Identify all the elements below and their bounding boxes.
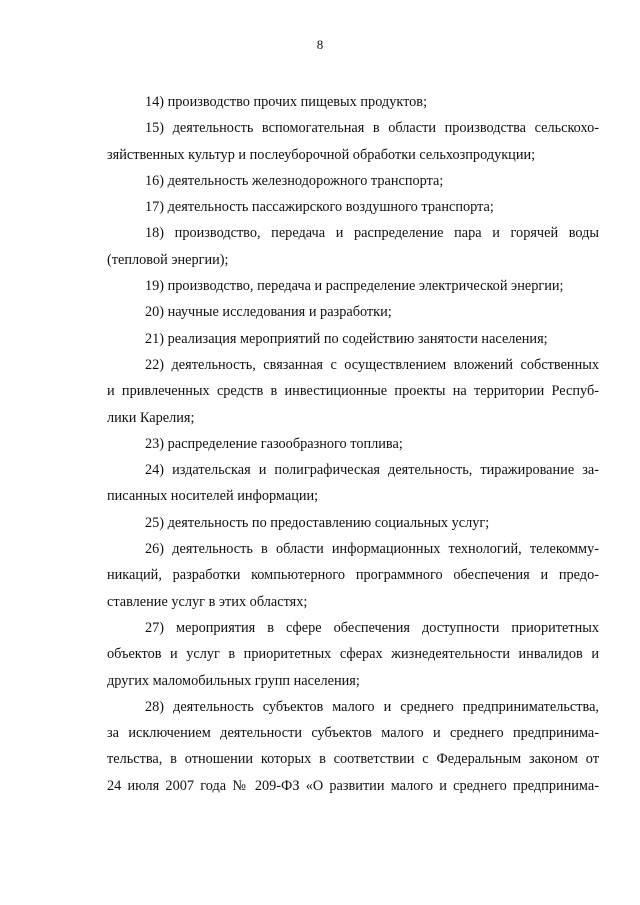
text-line: других маломобильных групп населения; [107, 672, 360, 689]
text-line: 16) деятельность железнодорожного транспорта; [145, 172, 444, 189]
text-line: писанных носителей информации; [107, 488, 319, 505]
text-line: 24 июля 2007 года № 209-ФЗ «О развитии малого и среднего предпринима- [107, 777, 599, 794]
text-line: (тепловой энергии); [107, 251, 229, 268]
text-line: 19) производство, передача и распределение электрической энергии; [145, 278, 564, 295]
text-line: 23) распределение газообразного топлива; [145, 435, 403, 452]
text-line: 21) реализация мероприятий по содействию занятости населения; [145, 330, 548, 347]
list-item [107, 220, 599, 273]
text-line: зяйственных культур и послеуборочной обработки сельхозпродукции; [107, 146, 536, 163]
text-line: тельства, в отношении которых в соответствии с Федеральным законом от [107, 751, 599, 768]
document-body [107, 89, 599, 799]
list-item [107, 431, 599, 457]
list-item [107, 352, 599, 431]
list-item [107, 615, 599, 694]
list-item [107, 457, 599, 510]
text-line: объектов и услуг в приоритетных сферах жизнедеятельности инвалидов и [107, 646, 599, 663]
text-line: за исключением деятельности субъектов малого и среднего предпринима- [107, 725, 599, 742]
text-line: 20) научные исследования и разработки; [145, 304, 392, 321]
list-item [107, 273, 599, 299]
list-item [107, 168, 599, 194]
text-line: 28) деятельность субъектов малого и среднего предпринимательства, [145, 698, 599, 715]
list-item [107, 694, 599, 799]
text-line: 14) производство прочих пищевых продуктов; [145, 94, 428, 110]
text-line: 22) деятельность, связанная с осуществлением вложений собственных [145, 356, 599, 373]
list-item [107, 299, 599, 325]
text-line: 17) деятельность пассажирского воздушного транспорта; [145, 199, 494, 216]
text-line: 26) деятельность в области информационных технологий, телекомму- [145, 541, 599, 558]
text-line: 27) мероприятия в сфере обеспечения доступности приоритетных [145, 619, 599, 636]
text-line: 24) издательская и полиграфическая деятельность, тиражирование за- [145, 462, 599, 479]
page-number: 8 [316, 37, 324, 52]
list-item [107, 510, 599, 536]
text-line: никаций, разработки компьютерного программного обеспечения и предо- [107, 567, 599, 584]
list-item [107, 89, 599, 115]
text-line: и привлеченных средств в инвестиционные проекты на территории Респуб- [107, 383, 599, 400]
list-item [107, 194, 599, 220]
text-line: 25) деятельность по предоставлению социальных услуг; [145, 514, 490, 531]
text-line: 15) деятельность вспомогательная в области производства сельскохо- [145, 120, 599, 137]
list-item [107, 536, 599, 615]
text-line: ставление услуг в этих областях; [107, 593, 308, 610]
text-line: 18) производство, передача и распределение пара и горячей воды [145, 225, 599, 242]
list-item [107, 115, 599, 168]
list-item [107, 326, 599, 352]
text-line: лики Карелия; [107, 409, 195, 426]
